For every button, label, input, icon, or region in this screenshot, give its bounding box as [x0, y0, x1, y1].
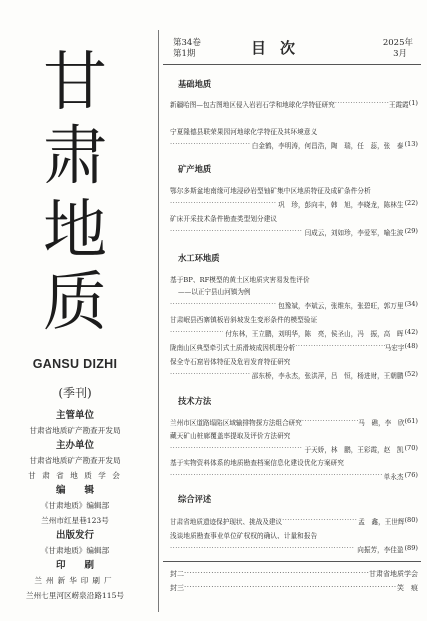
entry-title: 新疆哈图—包古图地区侵入岩岩石学和地球化学特征研究 — [170, 101, 335, 109]
info-label: 印 刷 — [55, 560, 94, 571]
journal-english-title: GANSU DIZHI — [32, 357, 118, 371]
entry-page: (52) — [404, 370, 418, 378]
year-label: 2025年 — [382, 38, 413, 48]
entry-authors: 于天娇，林 鹏，王彩霞，赵 凯 — [304, 446, 404, 454]
entry-title: 兰州市区道路塌陷区域输排物探方法组合研究 — [170, 419, 302, 427]
info-value: 甘肃省地质矿产勘查开发局 — [29, 426, 121, 435]
toc-entry-authors-line — [170, 300, 418, 310]
entry-title[interactable]: 浅谈地质勘查事业单位矿权权的确认、计量和报告 — [170, 532, 318, 540]
toc-entry-authors-line — [170, 227, 418, 237]
volume-label: 第34卷 — [173, 38, 201, 48]
entry-title[interactable]: 宁夏隆德县联荣果园河地球化学特征及其环境意义 — [170, 128, 318, 136]
cover-label: 封三 — [170, 584, 184, 592]
info-value: 兰州新华印刷厂 — [34, 576, 116, 585]
leader-dots — [170, 471, 382, 481]
masthead-char-4: 质 — [43, 266, 107, 340]
leader-dots — [184, 583, 397, 593]
entry-authors: 单永杰 — [383, 473, 404, 481]
toc-entry-authors-line — [170, 471, 418, 481]
toc-entry-authors-line — [170, 444, 418, 454]
entry-page: (22) — [404, 199, 418, 207]
entry-authors: 孟 鑫，王世辉 — [358, 518, 405, 526]
entry-authors: 巩 珍，彭向丰，韩 旭，李晓龙，陈林生 — [278, 201, 404, 209]
section-heading: 矿产地质 — [178, 164, 212, 174]
toc-entry[interactable] — [170, 99, 418, 109]
leader-dots — [170, 444, 303, 454]
toc-entry-authors-line — [170, 544, 418, 554]
entry-authors: 白金鹤，李明涛，何昌浩，陶 瑞，任 蕊，张 泰 — [251, 142, 404, 150]
leader-dots — [170, 140, 250, 150]
toc-entry[interactable] — [170, 516, 418, 526]
toc-title: 目次 — [251, 39, 310, 57]
cover-value: 笑 痕 — [397, 584, 418, 592]
leader-dots — [170, 300, 276, 310]
entry-authors: 包豫斌，李斌云，张维东，张碧旺，郭万里 — [278, 302, 404, 310]
entry-page: (61) — [404, 417, 418, 425]
entry-authors: 向振芳，李佳盈 — [357, 546, 404, 554]
section-heading: 基础地质 — [178, 79, 212, 89]
leader-dots — [170, 544, 355, 554]
leader-dots — [335, 99, 389, 109]
info-value: 兰州七里河区崂泉沿路115号 — [25, 591, 125, 600]
entry-title[interactable]: 鄂尔多斯盆地南缘可地浸砂岩型铀矿集中区地质特征及成矿条件分析 — [170, 187, 371, 195]
toc-entry-authors-line — [170, 140, 418, 150]
info-value: 《甘肃地质》编辑部 — [40, 546, 110, 555]
entry-page: (76) — [404, 471, 418, 479]
leader-dots — [170, 328, 223, 338]
entry-authors: 邵东桥，李永杰，张洪萍，吕 恒，杨进财，王朝鹏 — [251, 372, 404, 380]
masthead-char-1: 甘 — [43, 46, 107, 120]
entry-authors: 王霞霞 — [388, 101, 409, 109]
toc-entry[interactable] — [170, 417, 418, 427]
masthead-char-3: 地 — [43, 194, 107, 268]
footer-rule — [163, 561, 421, 562]
info-label: 编 辑 — [55, 485, 94, 496]
toc-entry-authors-line — [170, 328, 418, 338]
leader-dots — [170, 199, 276, 209]
leader-dots — [295, 342, 384, 352]
leader-dots — [170, 370, 250, 380]
leader-dots — [170, 227, 303, 237]
info-label: 出版发行 — [55, 530, 94, 541]
info-value: 甘 肃 省 地 质 学 会 — [28, 471, 122, 480]
leader-dots — [282, 516, 358, 526]
entry-authors: 马 礁，李 欣 — [358, 419, 405, 427]
info-value: 甘肃省地质矿产勘查开发局 — [29, 456, 121, 465]
entry-page: (34) — [404, 300, 418, 308]
issue-label: 第1期 — [173, 49, 196, 59]
publisher-info — [0, 408, 150, 603]
cover-credit — [170, 583, 418, 593]
entry-authors: 马宏宇 — [384, 344, 405, 352]
section-heading: 技术方法 — [178, 396, 212, 406]
entry-title[interactable]: 矿床开采技术条件勘查类型划分建议 — [170, 215, 278, 223]
entry-title[interactable]: 保全寺石窟岩体特征及危岩发育特征研究 — [170, 358, 291, 366]
info-value: 《甘肃地质》编辑部 — [40, 501, 110, 510]
info-value: 兰州市红星巷123号 — [41, 516, 109, 525]
entry-page: (42) — [404, 328, 418, 336]
toc-entry-authors-line — [170, 370, 418, 380]
leader-dots — [184, 569, 369, 579]
entry-title[interactable]: 基于BP、RF模型的黄土区地质灾害易发性评价 — [170, 276, 310, 284]
publication-frequency: (季刊) — [58, 386, 92, 400]
entry-page: (48) — [404, 342, 418, 350]
entry-title: 甘肃省地质遗迹保护现状、挑战及建议 — [170, 518, 283, 526]
entry-title[interactable]: 藏天矿山桩廊覆盖率提取及评价方法研究 — [170, 432, 291, 440]
toc-entry-authors-line — [170, 199, 418, 209]
month-label: 3月 — [393, 49, 407, 59]
info-label: 主管单位 — [55, 410, 94, 421]
cover-credit — [170, 569, 418, 579]
toc-header — [163, 0, 421, 60]
entry-page: (29) — [404, 227, 418, 235]
header-rule — [163, 64, 421, 65]
entry-title[interactable]: 甘肃岷县西寨镇板岩斜坡发生变形条件的模型验证 — [170, 316, 318, 324]
entry-title: 陇南山区典型牵引式土质滑坡成因机理分析 — [170, 344, 296, 352]
column-divider — [158, 30, 159, 612]
info-label: 主办单位 — [55, 440, 94, 451]
entry-authors: 闫成云，刘如珍，李爱军，喻生波 — [304, 229, 404, 237]
entry-title[interactable]: 基于实物资料体系的地质勘查档案信息化建设优化方案研究 — [170, 459, 345, 467]
entry-subtitle: ——以正宁县山河镇为例 — [178, 288, 251, 296]
cover-value: 甘肃省地质学会 — [369, 570, 418, 578]
entry-page: (80) — [404, 516, 418, 524]
masthead-char-2: 肃 — [43, 120, 107, 194]
cover-left-column — [0, 0, 150, 621]
entry-page: (70) — [404, 444, 418, 452]
toc-entry[interactable] — [170, 342, 418, 352]
leader-dots — [302, 417, 358, 427]
section-heading: 水工环地质 — [178, 253, 220, 263]
entry-page: (1) — [408, 99, 418, 107]
entry-authors: 付东林，王立鹏，刘明华，陈 亮，侯圣山，冯 振，高 晖 — [225, 330, 404, 338]
section-heading: 综合评述 — [178, 494, 212, 504]
cover-label: 封二 — [170, 570, 184, 578]
entry-page: (13) — [404, 140, 418, 148]
entry-page: (89) — [404, 544, 418, 552]
